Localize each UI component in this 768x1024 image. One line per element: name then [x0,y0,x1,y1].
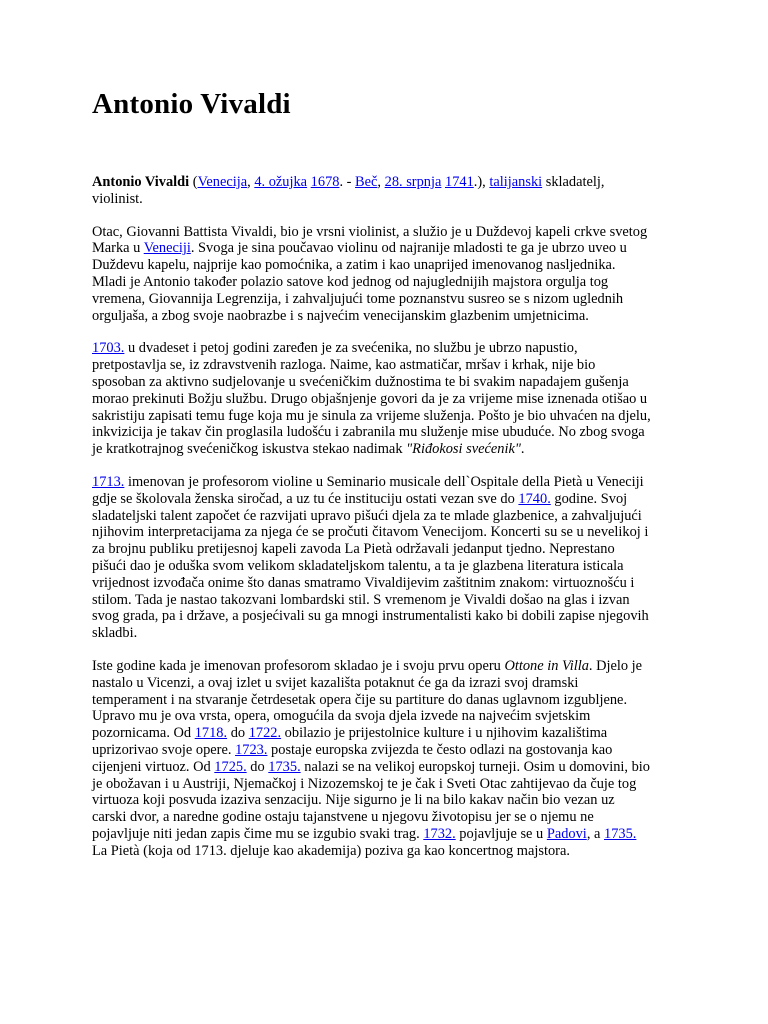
nickname: "Riđokosi svećenik" [406,441,521,458]
text-run: ( [189,174,198,190]
link-1723[interactable]: 1723. [235,741,268,758]
text-run: do [246,758,269,775]
text-run: do [227,725,249,742]
article [92,84,652,875]
text-run: skladatelj, violinist. [92,174,605,207]
text-run: nalazi se na velikoj europskoj turneji. Osim u domovini, bio je obožavan i u Austriji, Njemačkoj i Nizozemskoj te je čak i Sveti Otac zahtijevao da čuje tog virtuoza koji posvuda izaziva senzaciju. Nije sigurno je li na bilo kakav način bio vezan uz carski dvor, a naredne godine ostaju tajanstvene u njegovu životopisu jer se o njemu ne pojavljuje niti jedan zapis čime mu se izgubio svaki trag. [92,758,650,842]
text-run: . Svoga je sina poučavao violinu od najranije mladosti te ga je ubrzo uveo u Duždevu kapelu, najprije kao pomoćnika, a zatim i kao unaprijed imenovanog nasljednika. Mladi je Antonio također polazio satove kod jednog od najuglednijih majstora orgulja tog vremena, Giovannija Legrenzija, i zahvaljujući tome poznanstvu susreo se s nizom uglednih orguljaša, a zbog svoje naobrazbe i s najvećim venecijanskim glazbenim umjetnicima. [92,240,627,324]
link-bec[interactable]: Beč [355,174,378,190]
pieta-paragraph [92,474,652,642]
opera-paragraph [92,658,652,860]
priesthood-paragraph [92,340,652,458]
subject-name: Antonio Vivaldi [92,174,190,190]
text-run: .), [473,174,490,190]
text-run: u dvadeset i petoj godini zaređen je za svećenika, no službu je ubrzo napustio, pretpostavlja se, iz zdravstvenih razloga. Naime, kao astmatičar, mršav i krhak, nije bio sposoban za aktivno sudjelovanje u svećeničkim dužnostima te bi svakim napadajem gušenja morao prekinuti Božju službu. Drugo objašnjenje govori da je za vrijeme mise iznenada otišao u sakristiju zapisati temu fuge koja mu je sinula za vrijeme služenja. Pošto je bio uhvaćen na djelu, inkvizicija je takav čin proglasila ludošću i zabranila mu služenje mise ubuduće. No zbog svoga je kratkotrajnog svećeničkog iskustva stekao nadimak [92,340,651,458]
page-title: Antonio Vivaldi [92,88,291,120]
text-run: . - [339,174,356,190]
link-talijanski[interactable]: talijanski [489,174,543,190]
text-run: postaje europska zvijezda te često odlazi na gostovanja kao cijenjeni virtuoz. Od [92,741,613,775]
father-paragraph [92,224,652,325]
link-1732[interactable]: 1732. [423,825,456,842]
link-1713[interactable]: 1713. [92,473,125,490]
text-run: . Djelo je nastalo u Vicenzi, a ovaj izlet u svijet kazališta potaknut će ga da izrazi svoj dramski temperament i na stvaranje četrdesetak opera čije su partiture do danas uglavnom izgubljene. Upravo mu je ova vrsta, opera, omogućila da svoja djela izvede na najvećim svjetskim pozornicama. Od [92,657,643,742]
text-run: Iste godine kada je imenovan profesorom skladao je i svoju prvu operu [92,657,505,674]
text-run: obilazio je prijestolnice kulture i u njihovim kazalištima uprizorivao svoje opere. [92,725,608,758]
link-1725[interactable]: 1725. [214,758,247,775]
text-run: imenovan je profesorom violine u Seminario musicale dell`Ospitale della Pietà u Veneciji gdje se školovala ženska siročad, a uz tu će instituciju ostati vezan sve do [92,473,644,507]
text-run: Otac, Giovanni Battista Vivaldi, bio je vrsni violinist, a služio je u Duždevoj kapeli crkve svetog Marka u [92,223,648,257]
link-birth-date[interactable]: 4. ožujka [254,174,308,190]
link-venecija[interactable]: Venecija [197,174,248,190]
text-run: , a [586,825,604,842]
link-birth-year[interactable]: 1678 [310,174,340,190]
link-1735[interactable]: 1735. [268,758,301,775]
link-1735-second[interactable]: 1735. [604,825,637,842]
link-1722[interactable]: 1722. [248,725,282,742]
link-1703[interactable]: 1703. [92,340,125,357]
text-run: pojavljuje se u [455,825,547,842]
text-run: , [377,174,385,190]
text-run: . [520,441,525,458]
link-veneciji[interactable]: Veneciji [143,240,191,257]
link-padovi[interactable]: Padovi [546,825,587,842]
link-death-year[interactable]: 1741 [445,174,474,190]
text-run: , [247,174,255,190]
text-run: La Pietà (koja od 1713. djeluje kao akademija) poziva ga kao koncertnog majstora. [92,842,570,859]
intro-paragraph [92,174,652,208]
text-run: godine. Svoj sladateljski talent započet će razvijati upravo pišući djela za te mlade glazbenice, a zahvaljujući njihovim interpretacijama za njega će se pročuti čitavom Venecijom. Koncerti su se u nevelikoj i za brojnu publiku pretijesnoj kapeli zavoda La Pietà održavali jedanput tjedno. Neprestano pišući dao je oduška svom velikom skladateljskom talentu, a ta je glazbena literatura isticala vrijednost izvođača onime što danas smatramo Vivaldijevim zaštitnim znakom: virtuoznošću i stilom. Tada je nastao takozvani lombardski stil. S vremenom je Vivaldi došao na glas i izvan svog grada, pa i države, a posjećivali su ga mnogi instrumentalisti kako bi dobili zapise njegovih skladbi. [92,490,649,642]
link-death-date[interactable]: 28. srpnja [384,174,442,190]
opera-title: Ottone in Villa [504,657,589,674]
link-1740[interactable]: 1740. [518,490,551,507]
link-1718[interactable]: 1718. [194,725,228,742]
